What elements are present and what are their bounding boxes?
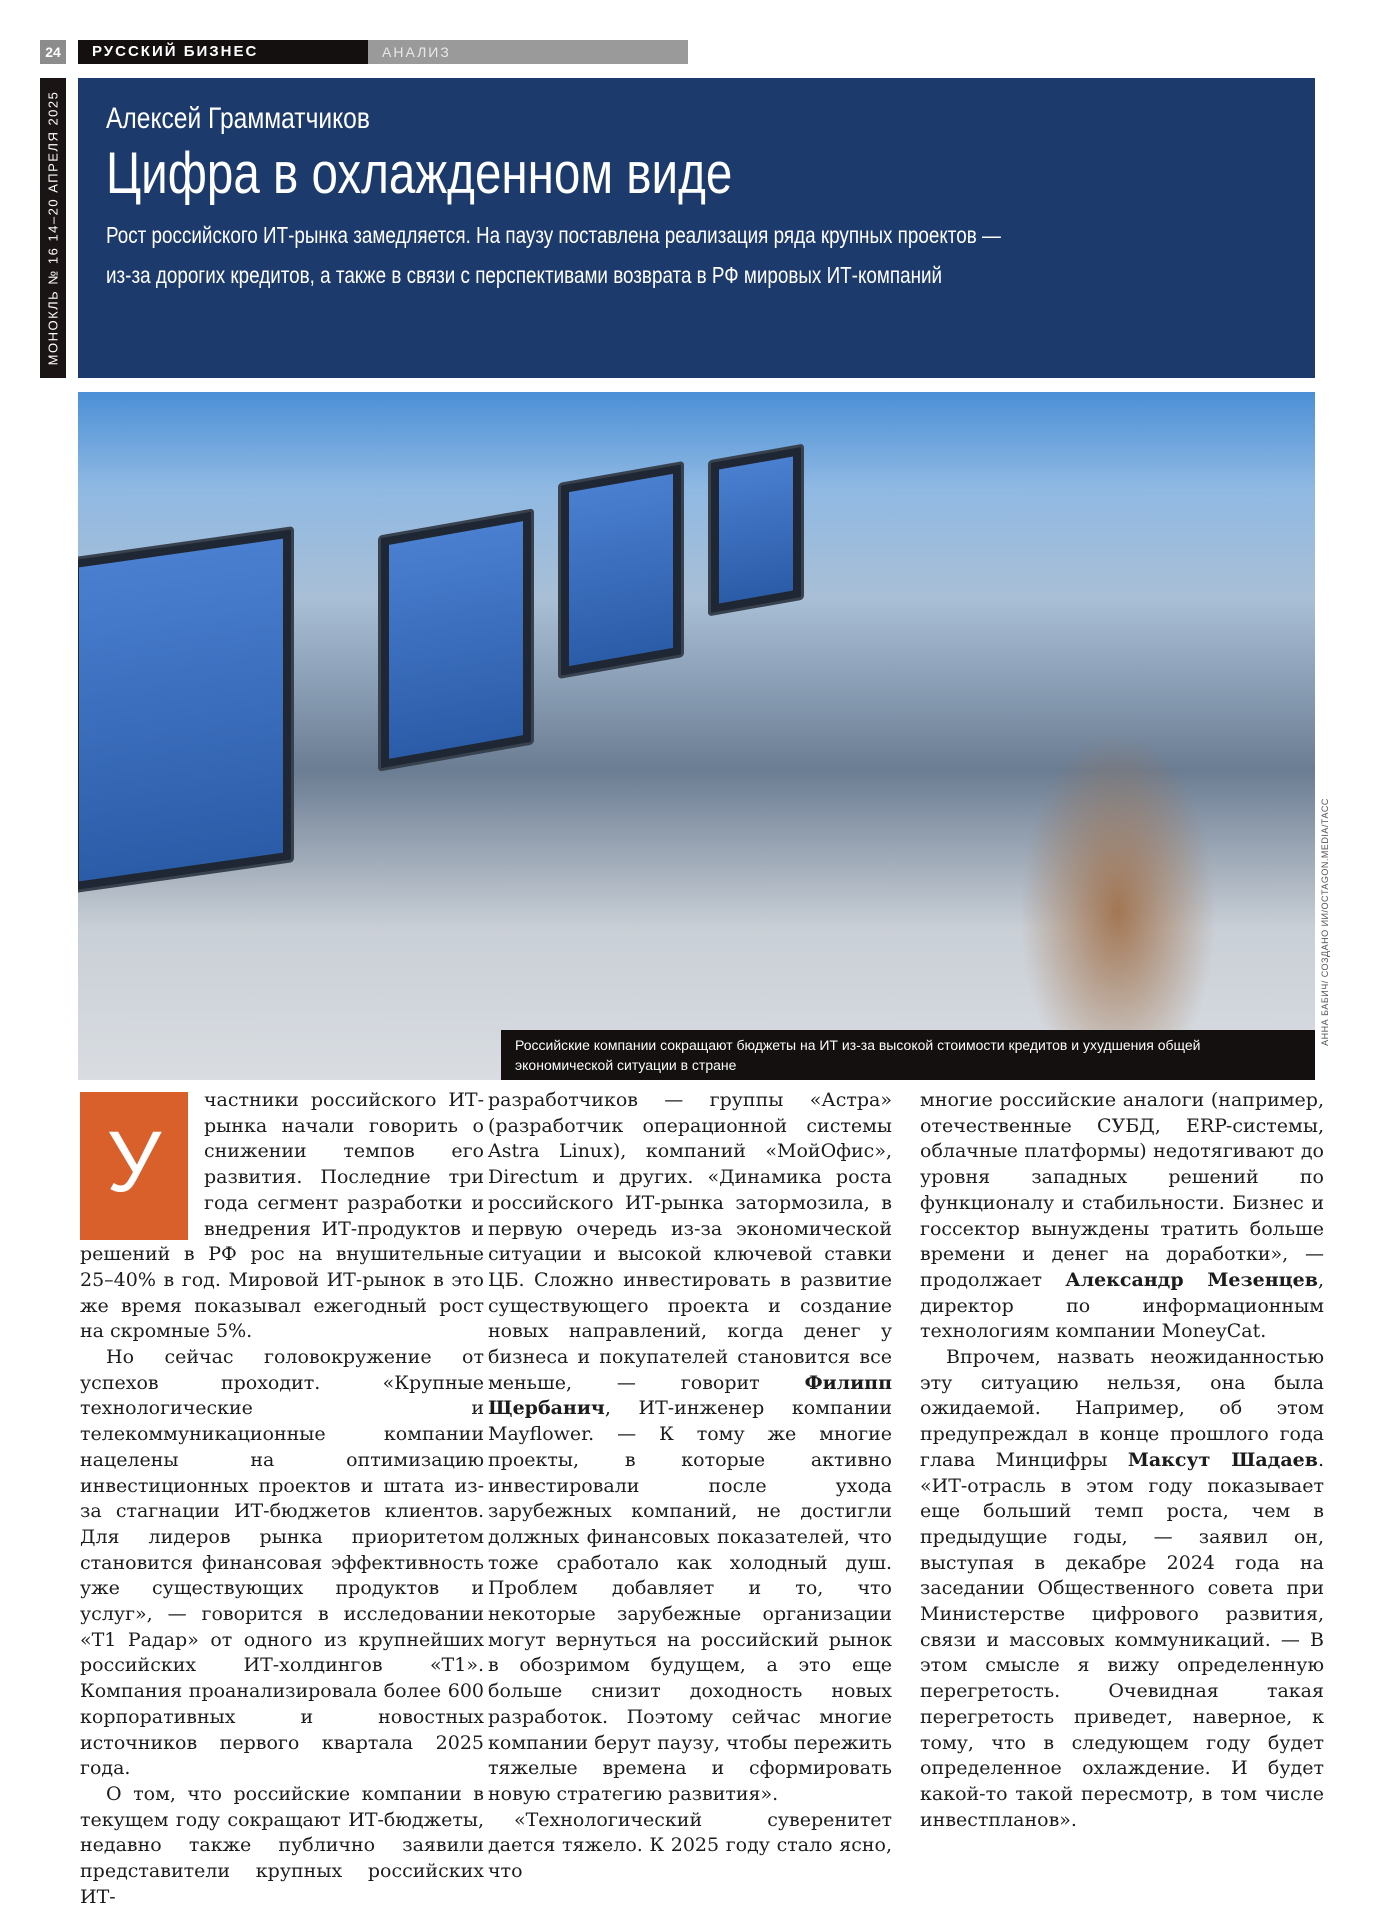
issue-info-strip <box>40 78 66 378</box>
text-run: , ИТ-инженер компании Mayflower. — К тому же многие проекты, в которые активно инвестировали после ухода зарубежных компаний, не достигли должных финансовых показателей, что тоже сработало как холодный душ. Проблем добавляет и то, что некоторые зарубежные организации могут вернуться на российский рынок в обозримом будущем, а это еще больше снизит доходность новых разработок. Поэтому сейчас многие компании берут паузу, чтобы пережить тяжелые времена и сформировать новую стратегию развития». <box>488 1397 892 1805</box>
text-run: Впрочем, назвать неожиданностью эту ситуацию нельзя, она была ожидаемой. Например, об этом предупреждал в конце прошлого года глава Минцифры <box>920 1346 1324 1471</box>
text-run: многие российские аналоги (например, отечественные СУБД, ERP-системы, облачные платформы) недотягивают до уровня западных решений по функционалу и стабильности. Бизнес и госсектор вынуждены тратить больше времени и денег на доработки», — продолжает <box>920 1089 1324 1291</box>
paragraph: Но сейчас головокружение от успехов проходит. «Крупные технологические и телекоммуникационные компании нацелены на оптимизацию инвестиционных проектов и штата из-за стагнации ИТ-бюджетов клиентов. Для лидеров рынка приоритетом становится финансовая эффективность уже существующих продуктов и услуг», — говорится в исследовании «Т1 Радар» от одного из крупнейших российских ИТ-холдингов «Т1». Компания проанализировала более 600 корпоративных и новостных источников первого квартала 2025 года. <box>80 1346 484 1780</box>
rubric-label: АНАЛИЗ <box>368 40 688 64</box>
article-photo <box>78 392 1315 1080</box>
author-name: Алексей Грамматчиков <box>106 102 370 135</box>
photo-credit: АННА БАБИЧ/ СОЗДАНО ИИ/OCTAGON.MEDIA/ТАСС <box>1320 798 1330 1046</box>
drop-cap: У <box>80 1092 188 1240</box>
monitor-shape <box>78 526 294 894</box>
article-header <box>78 78 1315 378</box>
article-lead <box>106 215 1074 295</box>
paragraph: «Технологический суверенитет дается тяжело. К 2025 году стало ясно, что <box>488 1808 892 1883</box>
photo-caption: Российские компании сокращают бюджеты на ИТ из-за высокой стоимости кредитов и ухудшения общей экономической ситуации в стране <box>501 1030 1315 1080</box>
text-run: , директор по информационным технологиям компании MoneyCat. <box>920 1268 1324 1343</box>
monitor-shape <box>558 461 684 679</box>
quoted-person-name: Максут Шадаев <box>1127 1448 1318 1471</box>
article-column-2 <box>488 1088 892 1885</box>
monitor-shape <box>708 444 804 617</box>
text-run: . «ИТ-отрасль в этом году показывает еще больший темп роста, чем в предыдущие годы, — заявил он, выступая в декабре 2024 года на заседании Общественного совета при Министерстве цифрового развития, связи и массовых коммуникаций. — В этом смысле я вижу определенную перегретость. Очевидная такая перегретость приведет, наверное, к тому, что в следующем году будет определенное охлаждение. И будет какой-то такой пересмотр, в том числе инвестпланов». <box>920 1448 1324 1831</box>
article-column-3 <box>920 1088 1324 1833</box>
lead-line-1: Рост российского ИТ-рынка замедляется. На паузу поставлена реализация ряда крупных проектов — <box>106 222 1001 248</box>
quoted-person-name: Александр Мезенцев <box>1065 1268 1318 1291</box>
paragraph <box>920 1345 1324 1833</box>
page-number: 24 <box>40 40 66 64</box>
issue-info: МОНОКЛЬ № 16 14–20 АПРЕЛЯ 2025 <box>45 90 61 366</box>
lead-line-2: из-за дорогих кредитов, а также в связи с перспективами возврата в РФ мировых ИТ-компаний <box>106 262 943 288</box>
paragraph: частники российского ИТ-рынка начали говорить о снижении темпов его развития. Последние три года сегмент разработки и внедрения ИТ-продуктов и решений в РФ рос на внушительные 25–40% в год. Мировой ИТ-рынок в это же время показывал ежегодный рост на скромные 5%. <box>80 1089 484 1343</box>
monitor-shape <box>378 508 534 772</box>
quoted-person-name: Филипп Щербанич <box>488 1371 892 1420</box>
article-title: Цифра в охлажденном виде <box>106 141 733 206</box>
paragraph <box>488 1088 892 1808</box>
photo-credit-strip <box>1318 798 1332 1046</box>
article-column-1 <box>80 1088 484 1911</box>
section-label: РУССКИЙ БИЗНЕС <box>78 40 368 64</box>
paragraph: О том, что российские компании в текущем году сокращают ИТ-бюджеты, недавно также публично заявили представители крупных российских ИТ- <box>80 1782 484 1908</box>
paragraph <box>920 1088 1324 1345</box>
text-run: разработчиков — группы «Астра» (разработчик операционной системы Astra Linux), компаний «МойОфис», Directum и других. «Динамика роста российского ИТ-рынка затормозила, в первую очередь из-за экономической ситуации и высокой ключевой ставки ЦБ. Сложно инвестировать в развитие существующего проекта и создание новых направлений, когда денег у бизнеса и покупателей становится все меньше, — говорит <box>488 1089 892 1394</box>
page-header-bar <box>40 40 688 64</box>
